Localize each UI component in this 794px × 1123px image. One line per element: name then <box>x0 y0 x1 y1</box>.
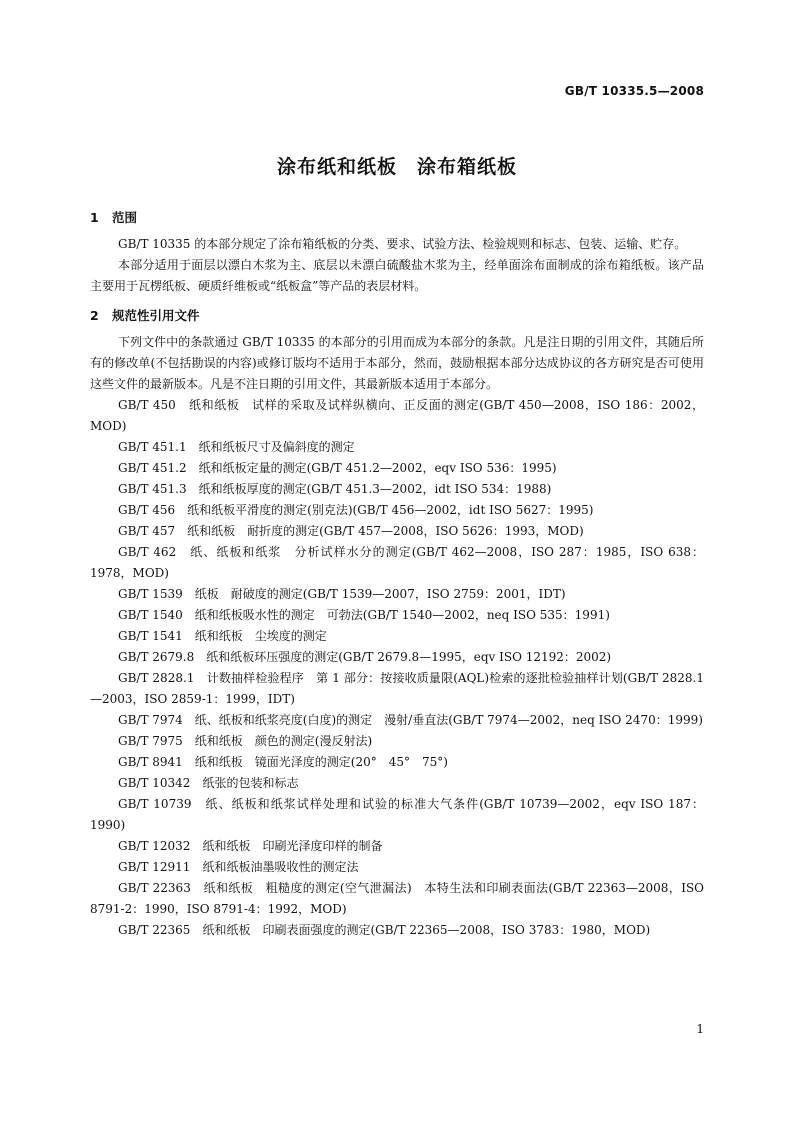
section-heading-scope <box>90 208 704 228</box>
reference-item: GB/T 450 纸和纸板 试样的采取及试样纵横向、正反面的测定(GB/T 450—2008，ISO 186：2002，MOD) <box>90 398 704 433</box>
reference-item: GB/T 8941 纸和纸板 镜面光泽度的测定(20° 45° 75°) <box>118 755 448 769</box>
section-title: 规范性引用文件 <box>112 308 200 323</box>
reference-item: GB/T 22363 纸和纸板 粗糙度的测定(空气泄漏法) 本特生法和印刷表面法(GB/T 22363—2008，ISO 8791-2：1990，ISO 8791-4：1992，MOD) <box>90 881 704 916</box>
document-title: 涂布纸和纸板 涂布箱纸板 <box>276 156 517 178</box>
reference-item: GB/T 10739 纸、纸板和纸浆试样处理和试验的标准大气条件(GB/T 10739—2002，eqv ISO 187：1990) <box>90 797 704 832</box>
document-body <box>90 208 704 941</box>
standard-code: GB/T 10335.5—2008 <box>564 84 704 98</box>
paragraph: 下列文件中的条款通过 GB/T 10335 的本部分的引用而成为本部分的条款。凡是注日期的引用文件，其随后所有的修改单(不包括勘误的内容)或修订版均不适用于本部分，然而，鼓励根据本部分达成协议的各方研究是否可使用这些文件的最新版本。凡是不注日期的引用文件，其最新版本适用于本部分。 <box>90 335 704 391</box>
reference-item: GB/T 451.2 纸和纸板定量的测定(GB/T 451.2—2002，eqv ISO 536：1995) <box>118 461 557 475</box>
section-number: 2 <box>90 308 99 323</box>
reference-item: GB/T 12911 纸和纸板油墨吸收性的测定法 <box>118 860 359 874</box>
page-number: 1 <box>696 1022 704 1036</box>
reference-item: GB/T 22365 纸和纸板 印刷表面强度的测定(GB/T 22365—2008，ISO 3783：1980，MOD) <box>118 923 651 937</box>
reference-item: GB/T 10342 纸张的包装和标志 <box>118 776 299 790</box>
reference-item: GB/T 1540 纸和纸板吸水性的测定 可勃法(GB/T 1540—2002，neq ISO 535：1991) <box>118 608 610 622</box>
section-title: 范围 <box>112 210 138 225</box>
reference-item: GB/T 1541 纸和纸板 尘埃度的测定 <box>118 629 327 643</box>
reference-item: GB/T 7974 纸、纸板和纸浆亮度(白度)的测定 漫射/垂直法(GB/T 7974—2002，neq ISO 2470：1999) <box>118 713 703 727</box>
reference-item: GB/T 451.1 纸和纸板尺寸及偏斜度的测定 <box>118 440 355 454</box>
reference-item: GB/T 2828.1 计数抽样检验程序 第 1 部分：按接收质量限(AQL)检索的逐批检验抽样计划(GB/T 2828.1—2003，ISO 2859-1：1999，IDT) <box>90 671 704 706</box>
section-heading-normative-references <box>90 306 704 326</box>
paragraph: 本部分适用于面层以漂白木浆为主、底层以未漂白硫酸盐木浆为主，经单面涂布面制成的涂布箱纸板。该产品主要用于瓦楞纸板、硬质纤维板或“纸板盒”等产品的表层材料。 <box>90 258 704 293</box>
reference-item: GB/T 7975 纸和纸板 颜色的测定(漫反射法) <box>118 734 373 748</box>
reference-item: GB/T 451.3 纸和纸板厚度的测定(GB/T 451.3—2002，idt ISO 534：1988) <box>118 482 552 496</box>
paragraph: GB/T 10335 的本部分规定了涂布箱纸板的分类、要求、试验方法、检验规则和标志、包装、运输、贮存。 <box>118 237 687 251</box>
section-number: 1 <box>90 210 99 225</box>
reference-item: GB/T 12032 纸和纸板 印刷光泽度印样的制备 <box>118 839 383 853</box>
reference-item: GB/T 2679.8 纸和纸板环压强度的测定(GB/T 2679.8—1995，eqv ISO 12192：2002) <box>118 650 612 664</box>
reference-item: GB/T 1539 纸板 耐破度的测定(GB/T 1539—2007，ISO 2759：2001，IDT) <box>118 587 566 601</box>
reference-item: GB/T 457 纸和纸板 耐折度的测定(GB/T 457—2008，ISO 5626：1993，MOD) <box>118 524 584 538</box>
reference-item: GB/T 456 纸和纸板平滑度的测定(别克法)(GB/T 456—2002，idt ISO 5627：1995) <box>118 503 594 517</box>
reference-item: GB/T 462 纸、纸板和纸浆 分析试样水分的测定(GB/T 462—2008，ISO 287：1985，ISO 638：1978，MOD) <box>90 545 704 580</box>
